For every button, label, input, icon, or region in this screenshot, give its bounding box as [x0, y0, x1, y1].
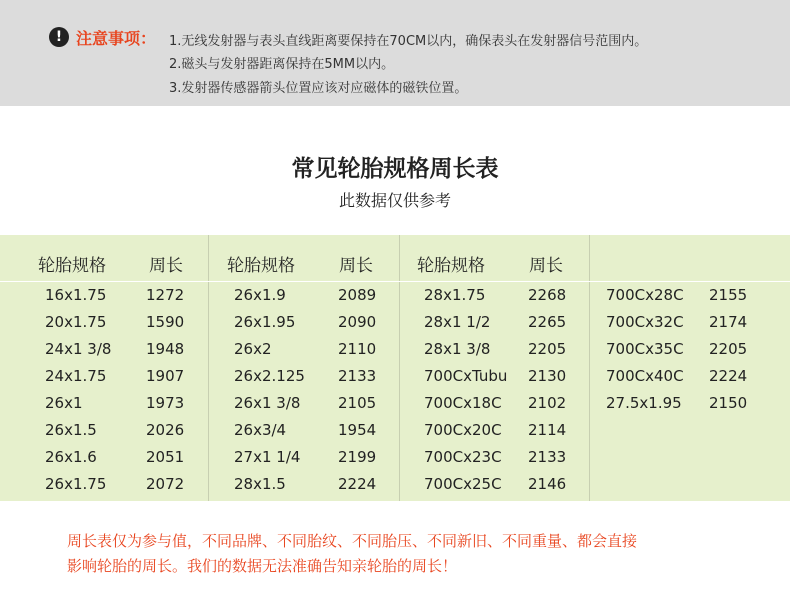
cell-circumference: 2150: [709, 394, 748, 412]
table-row: [0, 309, 790, 336]
notice-line-3: 3.发射器传感器箭头位置应该对应磁体的磁铁位置。: [169, 81, 468, 96]
header-circumference: 周长: [149, 256, 183, 276]
table-row: [0, 417, 790, 444]
table-row: [0, 444, 790, 471]
cell-circumference: 2130: [528, 367, 567, 385]
header-size: 轮胎规格: [38, 256, 106, 276]
cell-size: 700Cx23C: [424, 448, 502, 466]
disclaimer-line-2: 影响轮胎的周长。我们的数据无法准确告知亲轮胎的周长！: [67, 557, 458, 575]
cell-size: 700Cx40C: [606, 367, 684, 385]
table-row: [0, 471, 790, 498]
cell-circumference: 2114: [528, 421, 567, 439]
cell-size: 700Cx18C: [424, 394, 502, 412]
cell-size: 26x3/4: [234, 421, 287, 439]
cell-circumference: 1272: [146, 286, 185, 304]
cell-size: 28x1 3/8: [424, 340, 491, 358]
cell-circumference: 1907: [146, 367, 185, 385]
header-size: 轮胎规格: [417, 256, 485, 276]
cell-size: 26x2: [234, 340, 272, 358]
table-row: [0, 390, 790, 417]
cell-circumference: 2105: [338, 394, 377, 412]
cell-size: 700Cx20C: [424, 421, 502, 439]
cell-circumference: 2205: [709, 340, 748, 358]
cell-size: 26x1.5: [45, 421, 97, 439]
cell-circumference: 2051: [146, 448, 185, 466]
cell-size: 700Cx32C: [606, 313, 684, 331]
cell-size: 16x1.75: [45, 286, 107, 304]
notice-line-1: 1.无线发射器与表头直线距离要保持在70CM以内，确保表头在发射器信号范围内。: [169, 34, 648, 49]
table-row: [0, 336, 790, 363]
cell-size: 27.5x1.95: [606, 394, 682, 412]
cell-size: 700Cx25C: [424, 475, 502, 493]
cell-circumference: 1590: [146, 313, 185, 331]
cell-circumference: 2133: [528, 448, 567, 466]
cell-circumference: 2224: [338, 475, 377, 493]
cell-size: 26x1 3/8: [234, 394, 301, 412]
notice-panel: [0, 0, 790, 106]
cell-circumference: 2110: [338, 340, 377, 358]
table-row: [0, 363, 790, 390]
cell-size: 26x1: [45, 394, 83, 412]
cell-size: 26x1.95: [234, 313, 296, 331]
cell-circumference: 2265: [528, 313, 567, 331]
cell-size: 700Cx28C: [606, 286, 684, 304]
page-subtitle: 此数据仅供参考: [338, 191, 451, 210]
cell-size: 26x1.6: [45, 448, 97, 466]
cell-circumference: 2268: [528, 286, 567, 304]
tire-size-table: [0, 235, 790, 501]
cell-circumference: 2205: [528, 340, 567, 358]
cell-circumference: 2102: [528, 394, 567, 412]
cell-size: 20x1.75: [45, 313, 107, 331]
page-title: 常见轮胎规格周长表: [291, 155, 499, 182]
cell-circumference: 2026: [146, 421, 185, 439]
header-size: 轮胎规格: [227, 256, 295, 276]
cell-size: 24x1.75: [45, 367, 107, 385]
cell-circumference: 2224: [709, 367, 748, 385]
cell-circumference: 1954: [338, 421, 377, 439]
cell-size: 24x1 3/8: [45, 340, 112, 358]
header-circumference: 周长: [529, 256, 563, 276]
disclaimer-line-1: 周长表仅为参与值，不同品牌、不同胎纹、不同胎压、不同新旧、不同重量、都会直接: [67, 532, 638, 550]
cell-size: 26x2.125: [234, 367, 305, 385]
cell-size: 700CxTubu: [424, 367, 508, 385]
notice-line-2: 2.磁头与发射器距离保持在5MM以内。: [169, 57, 395, 72]
cell-size: 26x1.9: [234, 286, 286, 304]
notice-label: 注意事项：: [76, 29, 157, 48]
cell-circumference: 2146: [528, 475, 567, 493]
header-circumference: 周长: [339, 256, 373, 276]
cell-circumference: 1948: [146, 340, 185, 358]
cell-size: 28x1.5: [234, 475, 286, 493]
cell-circumference: 2133: [338, 367, 377, 385]
cell-circumference: 2155: [709, 286, 748, 304]
table-row: [0, 282, 790, 309]
cell-circumference: 1973: [146, 394, 185, 412]
cell-size: 26x1.75: [45, 475, 107, 493]
cell-size: 700Cx35C: [606, 340, 684, 358]
cell-size: 27x1 1/4: [234, 448, 301, 466]
cell-size: 28x1.75: [424, 286, 486, 304]
cell-size: 28x1 1/2: [424, 313, 491, 331]
cell-circumference: 2199: [338, 448, 377, 466]
cell-circumference: 2174: [709, 313, 748, 331]
cell-circumference: 2090: [338, 313, 377, 331]
table-header-row: [0, 235, 790, 282]
cell-circumference: 2089: [338, 286, 377, 304]
exclamation-icon: !: [49, 27, 69, 47]
cell-circumference: 2072: [146, 475, 185, 493]
